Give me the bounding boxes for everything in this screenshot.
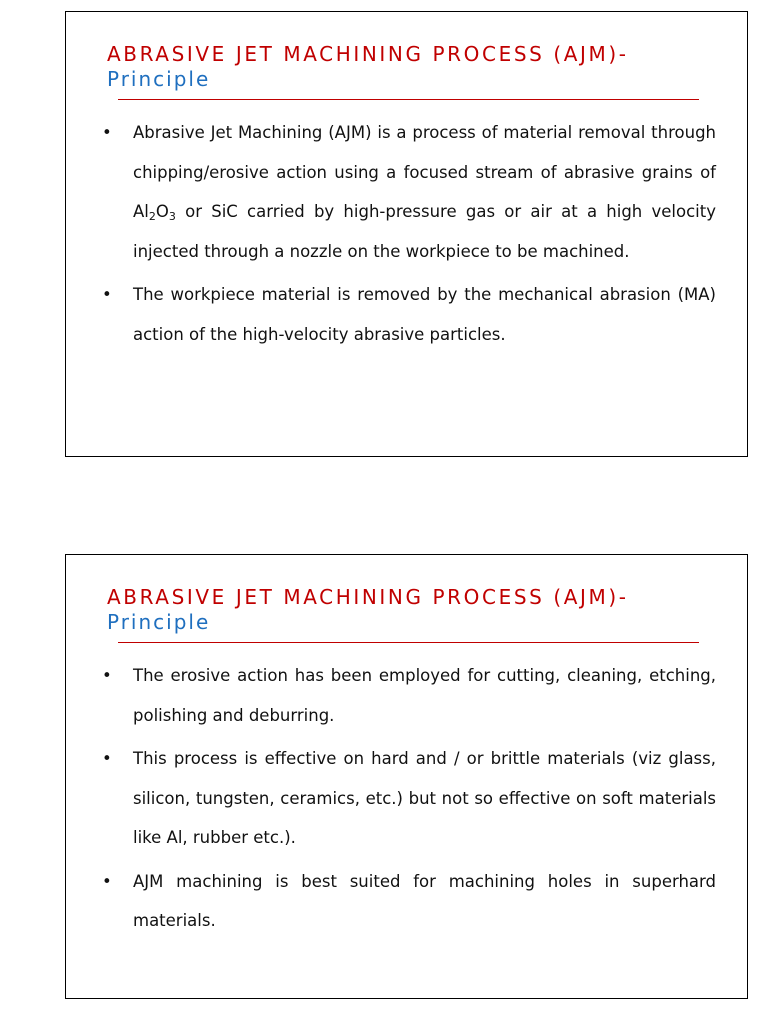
formula-o-subscript: 3 — [168, 210, 176, 223]
bullet-text: This process is effective on hard and / or brittle materials (viz glass, silicon, tungsten, ceramics, etc.) but not so effective on soft materials like Al, rubber etc.). — [133, 749, 716, 847]
bullet-text-part: Abrasive Jet Machining (AJM) is a process of material removal through chipping/erosive action using a focused stream of abrasive grains of — [133, 123, 716, 182]
bullet-text: The workpiece material is removed by the mechanical abrasion (MA) action of the high-velocity abrasive particles. — [133, 285, 716, 344]
bullet-item — [102, 275, 716, 354]
slide-subtitle: Principle — [107, 67, 211, 91]
bullet-item — [102, 656, 716, 735]
formula-al-subscript: 2 — [148, 210, 156, 223]
bullet-text: AJM machining is best suited for machining holes in superhard materials. — [133, 871, 716, 930]
bullet-text: The erosive action has been employed for cutting, cleaning, etching, polishing and deburring. — [133, 666, 716, 725]
bullet-item — [102, 739, 716, 858]
slide-subtitle: Principle — [107, 610, 211, 634]
bullet-list — [102, 113, 716, 358]
bullet-icon: • — [102, 871, 112, 891]
bullet-icon: • — [102, 749, 112, 768]
slide-2 — [65, 554, 748, 999]
bullet-item — [102, 862, 716, 941]
formula-o: O — [155, 202, 169, 221]
bullet-text-part: or SiC carried by high-pressure gas or air at a high velocity injected through a nozzle on the workpiece to be machined. — [133, 202, 716, 261]
bullet-icon: • — [102, 285, 112, 304]
bullet-list — [102, 656, 716, 945]
title-divider — [118, 642, 699, 643]
bullet-icon: • — [102, 123, 112, 142]
bullet-item — [102, 113, 716, 271]
formula-al: Al — [133, 202, 149, 221]
title-divider — [118, 99, 699, 100]
slide-title: ABRASIVE JET MACHINING PROCESS (AJM)- — [107, 42, 629, 66]
bullet-icon: • — [102, 666, 112, 685]
slide-title: ABRASIVE JET MACHINING PROCESS (AJM)- — [107, 585, 629, 609]
slide-1 — [65, 11, 748, 457]
